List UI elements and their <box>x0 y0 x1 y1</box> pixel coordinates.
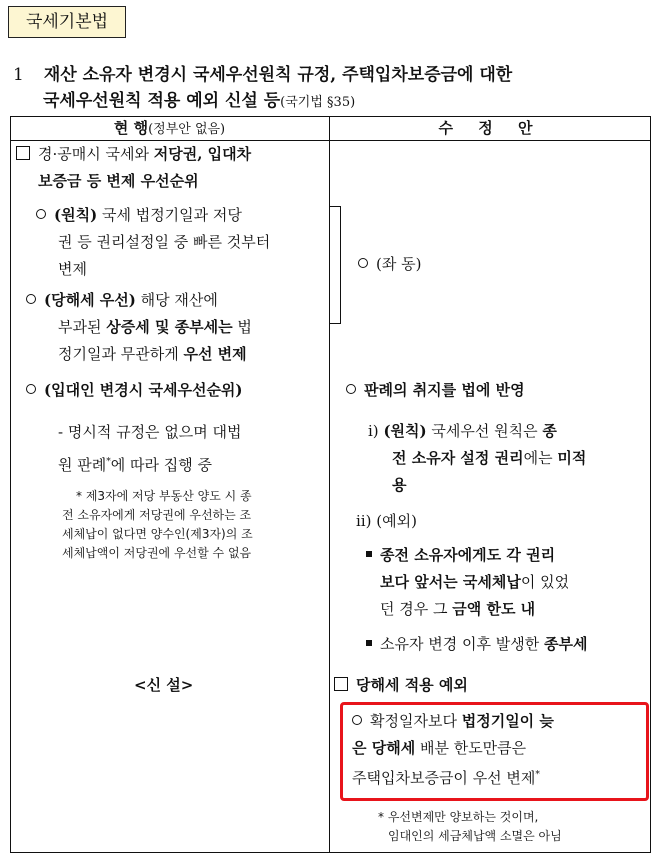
right-exception-bullet-2: 소유자 변경 이후 발생한 종부세 <box>366 631 650 658</box>
section-number: 1 <box>13 65 24 85</box>
circle-bullet-icon <box>26 384 36 394</box>
square-bullet-icon <box>366 551 372 557</box>
checkbox-icon <box>16 146 30 160</box>
left-sub-principle: (원칙) 국세 법정기일과 저당 권 등 권리설정일 중 빠른 것부터 변제 <box>36 202 328 283</box>
circle-bullet-icon <box>346 384 356 394</box>
circle-bullet-icon <box>26 294 36 304</box>
right-item-2: 당해세 적용 예외 <box>334 672 650 699</box>
left-item-2-detail: - 명시적 규정은 없으며 대법 원 판례*에 따라 집행 중 <box>58 423 242 474</box>
right-column-header: 수 정 안 <box>438 119 543 137</box>
section-tag: 국세기본법 <box>8 6 126 38</box>
right-principle: ⅰ) (원칙) 국세우선 원칙은 종 전 소유자 설정 권리에는 미적 용 <box>368 422 587 494</box>
right-exception-bullet-1: 종전 소유자에게도 각 권리 보다 앞서는 국세체납이 있었 던 경우 그 금액 한도 내 <box>366 542 650 623</box>
title-line-1: 재산 소유자 변경시 국세우선원칙 규정, 주택입차보증금에 대한 <box>43 65 513 85</box>
highlight-text: 확정일자보다 법정기일이 늦 은 당해세 배분 한도만큼은 주택입차보증금이 우선 변제* <box>352 712 554 787</box>
checkbox-icon <box>334 677 348 691</box>
circle-bullet-icon <box>36 209 46 219</box>
new-provision-label: <신 설> <box>134 676 194 694</box>
circle-bullet-icon <box>352 715 362 725</box>
left-footnote: * 제3자에 저당 부동산 양도 시 종 전 소유자에게 저당권에 우선하는 조 세체납이 없다면 양수인(제3자)의 조 세체납액이 저당권에 우선할 수 없음 <box>62 489 253 560</box>
left-sub-priority: (당해세 우선) 해당 재산에 부과된 상증세 및 종부세는 법 정기일과 무관하게 우선 변제 <box>26 287 328 368</box>
right-item-1: 판례의 취지를 법에 반영 <box>346 377 648 404</box>
right-exception: ⅱ) (예외) <box>356 512 417 530</box>
section-title <box>13 62 653 116</box>
left-item-2: (입대인 변경시 국세우선순위) <box>26 377 328 404</box>
left-item-1: 경·공매시 국세와 저당권, 입대차 보증금 등 변제 우선순위 <box>16 141 326 195</box>
circle-bullet-icon <box>358 258 368 268</box>
square-bullet-icon <box>366 640 372 646</box>
title-line-2: 국세우선원칙 적용 예외 신설 등 <box>43 91 281 111</box>
law-reference: (국기법 §35) <box>280 95 356 110</box>
right-footnote: * 우선변제만 양보하는 것이며, 임대인의 세금체납액 소멸은 아님 <box>378 810 562 843</box>
right-same: (좌 동) <box>358 251 421 278</box>
left-column-header: 현 행(정부안 없음) <box>113 119 226 137</box>
same-bracket <box>329 206 341 324</box>
